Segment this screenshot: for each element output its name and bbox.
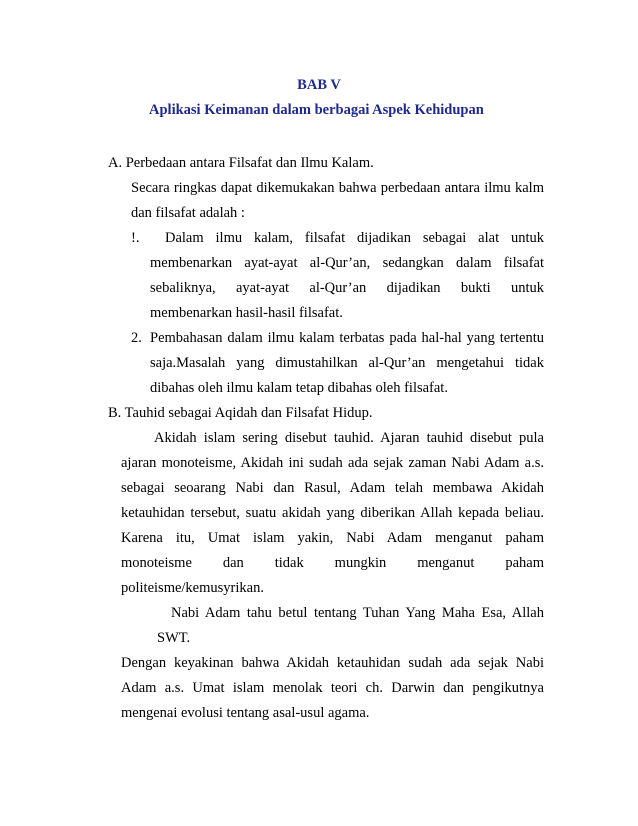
- list-item-marker: 2.: [131, 330, 142, 346]
- list-item-line: Dalam ilmu kalam, filsafat dijadikan sebagai alat untuk: [165, 230, 544, 246]
- paragraph-line: Karena itu, Umat islam yakin, Nabi Adam menganut paham: [121, 530, 544, 546]
- paragraph-line: politeisme/kemusyrikan.: [121, 580, 264, 596]
- paragraph-line: SWT.: [157, 630, 191, 646]
- list-item-line: Pembahasan dalam ilmu kalam terbatas pada hal-hal yang tertentu: [150, 330, 544, 346]
- paragraph-line: mengenai evolusi tentang asal-usul agama.: [121, 705, 370, 721]
- list-item-line: membenarkan ayat-ayat al-Qur’an, sedangkan dalam filsafat: [150, 255, 544, 271]
- chapter-title: Aplikasi Keimanan dalam berbagai Aspek Kehidupan: [149, 102, 484, 118]
- list-item-marker: !.: [131, 230, 140, 246]
- paragraph-line: ketauhidan tersebut, suatu akidah yang diberikan Allah kepada beliau.: [121, 505, 544, 521]
- list-item-line: membenarkan hasil-hasil filsafat.: [150, 305, 343, 321]
- paragraph-line: monoteisme dan tidak mungkin menganut paham: [121, 555, 544, 571]
- section-a-intro-line: Secara ringkas dapat dikemukakan bahwa perbedaan antara ilmu kalm: [131, 180, 544, 196]
- paragraph-line: ajaran monoteisme, Akidah ini sudah ada sejak zaman Nabi Adam a.s.: [121, 455, 544, 471]
- section-a-heading: A. Perbedaan antara Filsafat dan Ilmu Kalam.: [108, 155, 374, 171]
- paragraph-line: Adam a.s. Umat islam menolak teori ch. Darwin dan pengikutnya: [121, 680, 544, 696]
- paragraph-line: Akidah islam sering disebut tauhid. Ajaran tauhid disebut pula: [154, 430, 544, 446]
- paragraph-line: Nabi Adam tahu betul tentang Tuhan Yang Maha Esa, Allah: [171, 605, 544, 621]
- list-item-line: dibahas oleh ilmu kalam tetap dibahas oleh filsafat.: [150, 380, 448, 396]
- paragraph-line: Dengan keyakinan bahwa Akidah ketauhidan sudah ada sejak Nabi: [121, 655, 544, 671]
- section-b-heading: B. Tauhid sebagai Aqidah dan Filsafat Hidup.: [108, 405, 373, 421]
- chapter-heading: BAB V: [297, 77, 341, 93]
- paragraph-line: sebagai seoarang Nabi dan Rasul, Adam telah membawa Akidah: [121, 480, 544, 496]
- list-item-line: saja.Masalah yang dimustahilkan al-Qur’an mengetahui tidak: [150, 355, 544, 371]
- list-item-line: sebaliknya, ayat-ayat al-Qur’an dijadikan bukti untuk: [150, 280, 544, 296]
- section-a-intro-line: dan filsafat adalah :: [131, 205, 245, 221]
